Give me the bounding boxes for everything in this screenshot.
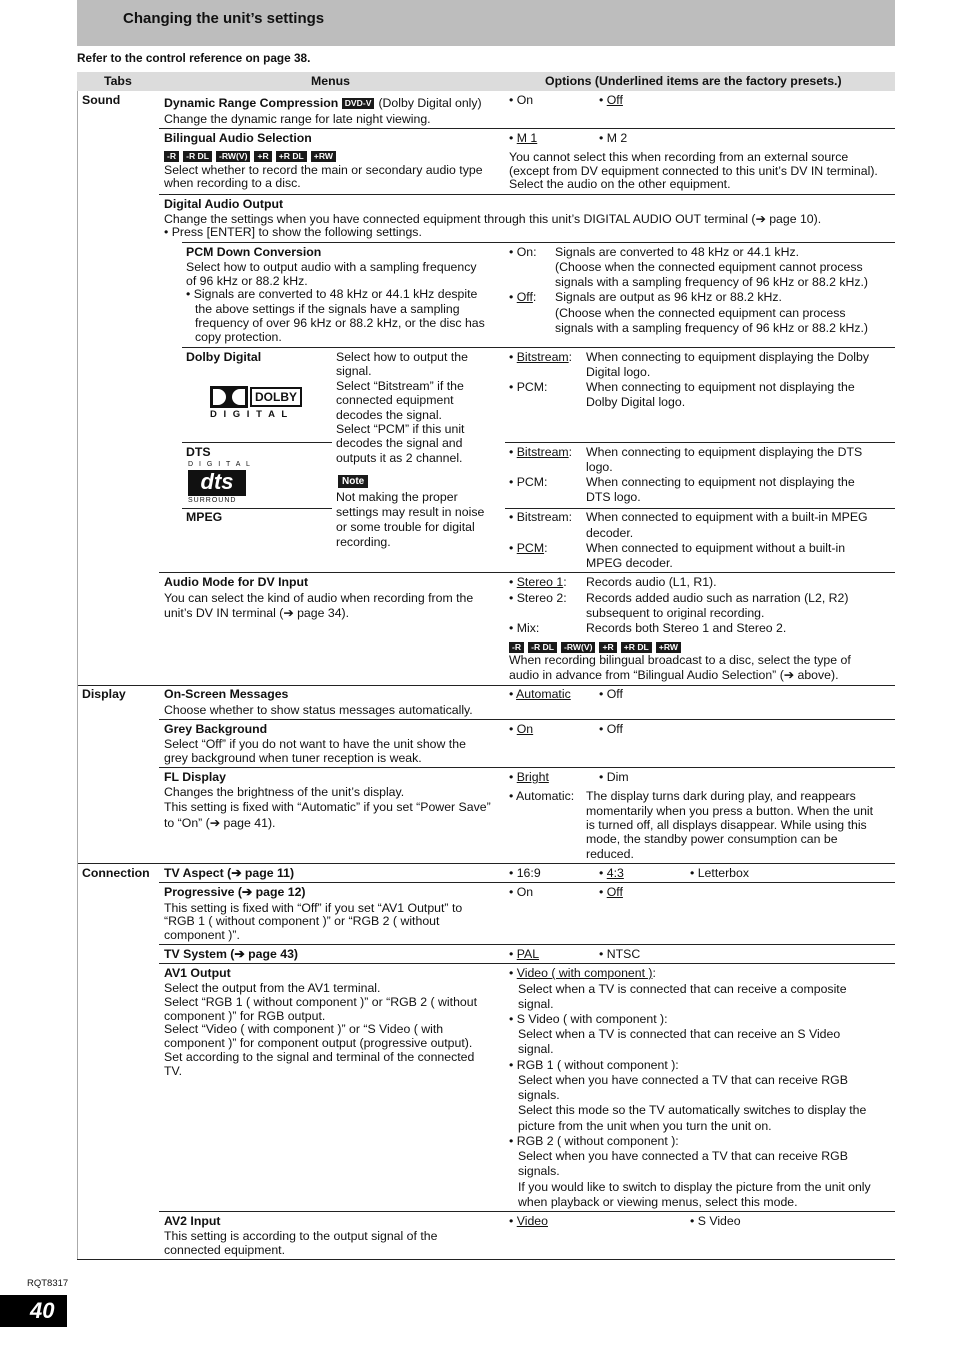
row-divider	[159, 767, 895, 768]
digital-out-press: • Press [ENTER] to show the following settings.	[164, 225, 422, 239]
tab-sound: Sound	[82, 93, 121, 107]
dolby-title: Dolby Digital	[186, 350, 262, 364]
fl-auto-2: momentarily when you press a button. When the unit	[586, 804, 874, 818]
mpeg-opt-1a: When connected to equipment with a built-in MPEG	[586, 510, 868, 524]
disc-tags	[164, 149, 340, 164]
drc-title: Dynamic Range Compression	[164, 96, 339, 110]
av1-opt-rgb1: • RGB 1 ( without component ):	[509, 1058, 679, 1072]
av1-opt-4c: If you would like to switch to display the picture from the unit only	[518, 1180, 871, 1194]
output-shared-desc	[336, 350, 504, 465]
row-divider	[182, 347, 895, 348]
system-opt-pal: PAL	[516, 947, 540, 961]
drc-note: (Dolby Digital only)	[378, 96, 482, 110]
dolby-opt-1a: When connecting to equipment displaying the Dolby	[586, 350, 870, 364]
note-line: or some trouble for digital	[336, 520, 475, 534]
aspect-opt-2-wrap: • 4:3	[599, 866, 624, 880]
desc-line: component )” for RGB output.	[164, 1008, 326, 1023]
section-divider	[77, 863, 895, 864]
section-divider	[77, 685, 895, 686]
system-opt-1-wrap: • PAL	[509, 947, 540, 961]
fl-desc-2: This setting is fixed with “Automatic” if you set “Power Save”	[164, 800, 491, 814]
bilingual-desc-2: when recording to a disc.	[164, 176, 301, 190]
fl-opt-dim: • Dim	[599, 770, 629, 784]
mpeg-opt-pcm: PCM	[516, 541, 545, 555]
dv-opt-stereo1: Stereo 1	[516, 575, 564, 589]
av2-desc-1: This setting is according to the output signal of the	[164, 1229, 438, 1243]
dvdv-tag: DVD-V	[342, 98, 375, 109]
fl-desc-1: Changes the brightness of the unit’s display.	[164, 785, 405, 799]
row-divider	[159, 1211, 895, 1212]
page-number: 40	[30, 1298, 55, 1323]
pcm-on-1: Signals are converted to 48 kHz or 44.1 kHz.	[555, 245, 800, 259]
av1-opt-3a: Select when you have connected a TV that can receive RGB	[518, 1073, 848, 1087]
bilingual-note-1: You cannot select this when recording from an external source	[509, 150, 849, 164]
row-divider	[159, 944, 895, 945]
prog-desc-2: “RGB 1 ( without component )” or “RGB 2 ( without	[164, 914, 440, 928]
dts-opt-1a: When connecting to equipment displaying the DTS	[586, 445, 863, 459]
note-line: recording.	[336, 535, 391, 549]
pcm-bullet-2: the above settings if the signals have a sampling	[195, 302, 460, 316]
row-divider	[159, 719, 895, 720]
disc-tag: -R	[509, 642, 524, 653]
pcm-off-label-wrap	[509, 290, 536, 305]
av1-opt-3c: Select this mode so the TV automatically switches to display the	[518, 1103, 867, 1117]
desc-line: signal.	[336, 364, 372, 379]
desc-line: Select the output from the AV1 terminal.	[164, 981, 381, 995]
desc-line: Select “RGB 1 ( without component )” or “RGB 2 ( without	[164, 994, 478, 1009]
table-bottom-border	[77, 1259, 895, 1260]
av2-desc-2: connected equipment.	[164, 1243, 286, 1257]
fl-auto-5: reduced.	[586, 847, 634, 861]
grey-opt-1-wrap: • On	[509, 722, 534, 736]
dv-opt-2a: Records added audio such as narration (L2, R2)	[586, 591, 849, 605]
pcm-on-label: • On:	[509, 245, 537, 259]
disc-tag: +R	[599, 642, 616, 653]
dolby-double-d-icon	[210, 386, 248, 408]
dolby-logo-word: DOLBY	[250, 387, 302, 407]
dts-opt-pcm: • PCM:	[509, 475, 548, 489]
disc-tag: +R	[254, 151, 271, 162]
desc-line: outputs it as 2 channel.	[336, 450, 463, 465]
dv-opt-1-wrap: • Stereo 1:	[509, 575, 567, 589]
pcm-bullet-3: frequency of over 96 kHz or 88.2 kHz, or the disc has	[195, 316, 485, 330]
prog-title: Progressive (➔ page 12)	[164, 885, 306, 899]
bilingual-opt-m1-wrap	[509, 131, 537, 146]
mpeg-opt-2b: MPEG decoder.	[586, 556, 673, 570]
digital-out-desc: Change the settings when you have connected equipment through this unit’s DIGITAL AUDIO OUT terminal (➔ page 10).	[164, 212, 822, 226]
dts-logo-sub: SURROUND	[188, 497, 237, 504]
note-text	[336, 490, 504, 550]
row-divider	[182, 442, 332, 443]
column-header-tabs: Tabs	[104, 74, 132, 88]
dolby-opt-2a: When connecting to equipment not displaying the	[586, 380, 855, 394]
desc-line: Select “Video ( with component )” or “S Video ( with	[164, 1022, 444, 1037]
disc-tag: +R DL	[621, 642, 652, 653]
av1-desc	[164, 982, 477, 1079]
osm-opt-1-wrap: • Automatic	[509, 687, 571, 701]
desc-line: decodes the signal and	[336, 436, 463, 451]
column-header-row	[77, 72, 895, 91]
av1-opt-3b: signals.	[518, 1088, 560, 1102]
drc-desc: Change the dynamic range for late night viewing.	[164, 112, 431, 126]
dv-opt-2b: subsequent to original recording.	[586, 606, 765, 620]
av1-opt-3d: picture from the unit when you turn the unit on.	[518, 1119, 772, 1133]
row-divider	[159, 194, 895, 195]
dts-logo-word: dts	[188, 470, 246, 496]
desc-line: component )” for component output (progressive output).	[164, 1036, 473, 1051]
grey-opt-off: • Off	[599, 722, 623, 736]
dv-opt-stereo2: • Stereo 2:	[509, 591, 567, 605]
fl-title: FL Display	[164, 770, 226, 784]
disc-tag: -RW(V)	[561, 642, 595, 653]
dts-opt-1b: logo.	[586, 460, 613, 474]
dv-opt-mix: • Mix:	[509, 621, 540, 635]
page-number-box	[0, 1295, 67, 1327]
row-divider	[182, 508, 332, 509]
mpeg-opt-2a: When connected to equipment without a built-in	[586, 541, 846, 555]
av1-opt-rgb2: • RGB 2 ( without component ):	[509, 1134, 679, 1148]
drc-opt-off: Off	[606, 93, 623, 107]
av1-opt-4a: Select when you have connected a TV that can receive RGB	[518, 1149, 848, 1163]
pcm-title: PCM Down Conversion	[186, 245, 322, 259]
digital-out-title: Digital Audio Output	[164, 197, 284, 211]
aspect-opt-43: 4:3	[606, 866, 624, 880]
tab-connection: Connection	[82, 866, 150, 880]
aspect-opt-letterbox: • Letterbox	[690, 866, 749, 880]
bilingual-note-3: Select the audio on the other equipment.	[509, 177, 731, 191]
tab-display: Display	[82, 687, 126, 701]
pcm-bullet-4: copy protection.	[195, 330, 282, 344]
row-divider	[182, 242, 895, 243]
colon: :	[532, 290, 537, 304]
av1-opt-1b: signal.	[518, 997, 554, 1011]
prog-opt-2-wrap: • Off	[599, 885, 623, 899]
row-divider	[159, 128, 895, 129]
dolby-opt-1b: Digital logo.	[586, 365, 651, 379]
disc-tag: +R DL	[276, 151, 307, 162]
prog-desc-1: This setting is fixed with “Off” if you set “AV1 Output” to	[164, 901, 463, 915]
bilingual-title: Bilingual Audio Selection	[164, 131, 312, 145]
pcm-desc-1: Select how to output audio with a sampling frequency	[186, 260, 477, 274]
desc-line: TV.	[164, 1063, 183, 1078]
av2-opt-1-wrap: • Video	[509, 1214, 548, 1228]
section-header	[77, 0, 895, 46]
bilingual-note-2: (except from DV equipment connected to this unit’s DV IN terminal).	[509, 164, 878, 178]
disc-tag: -R	[164, 151, 179, 162]
dts-opt-2b: DTS logo.	[586, 490, 641, 504]
prog-opt-off: Off	[606, 885, 623, 899]
av1-opt-1a: Select when a TV is connected that can receive a composite	[518, 982, 847, 996]
dolby-opt-pcm: • PCM:	[509, 380, 548, 394]
desc-line: Select “Bitstream” if the	[336, 378, 464, 393]
grey-desc-1: Select “Off” if you do not want to have the unit show the	[164, 737, 466, 751]
av2-opt-video: Video	[516, 1214, 548, 1228]
dv-note-2: audio in advance from “Bilingual Audio Selection” (➔ above).	[509, 668, 839, 682]
av1-title: AV1 Output	[164, 966, 231, 980]
osm-opt-off: • Off	[599, 687, 623, 701]
av1-opt-1-wrap: • Video ( with component ):	[509, 966, 656, 980]
av1-opt-2b: signal.	[518, 1042, 554, 1056]
desc-line: Select how to output the	[336, 350, 468, 364]
refer-note: Refer to the control reference on page 38.	[77, 51, 311, 65]
fl-desc-3: to “On” (➔ page 41).	[164, 816, 276, 830]
dv-desc-2: unit’s DV IN terminal (➔ page 34).	[164, 606, 350, 620]
grey-title: Grey Background	[164, 722, 268, 736]
dolby-digital-logo	[210, 386, 305, 422]
disc-tag: +RW	[311, 151, 336, 162]
grey-desc-2: grey background when tuner reception is weak.	[164, 751, 422, 765]
dv-opt-mix-desc: Records both Stereo 1 and Stereo 2.	[586, 621, 787, 635]
dolby-opt-bitstream: Bitstream	[516, 350, 569, 364]
dolby-opt-1-wrap: • Bitstream:	[509, 350, 573, 364]
pcm-desc-2: of 96 kHz or 88.2 kHz.	[186, 274, 308, 288]
prog-desc-3: component )”.	[164, 928, 240, 942]
disc-tag: -RW(V)	[216, 151, 250, 162]
column-header-menus: Menus	[311, 74, 350, 88]
drc-title-line	[164, 96, 482, 111]
system-opt-ntsc: • NTSC	[599, 947, 641, 961]
osm-desc: Choose whether to show status messages automatically.	[164, 703, 473, 717]
dts-opt-1-wrap: • Bitstream:	[509, 445, 573, 459]
dts-logo-top: D I G I T A L	[188, 461, 252, 468]
av2-opt-svideo: • S Video	[690, 1214, 741, 1228]
row-divider	[159, 882, 895, 883]
mpeg-title: MPEG	[186, 510, 223, 524]
dts-logo	[188, 461, 250, 505]
fl-opt-automatic: • Automatic:	[509, 789, 575, 803]
av1-opt-4d: when playback or viewing menus, select this mode.	[518, 1195, 798, 1209]
fl-opt-1-wrap: • Bright	[509, 770, 549, 784]
aspect-title: TV Aspect (➔ page 11)	[164, 866, 295, 880]
dv-title: Audio Mode for DV Input	[164, 575, 309, 589]
av1-opt-4b: signals.	[518, 1164, 560, 1178]
bullet: •	[599, 93, 607, 107]
note-line: settings may result in noise	[336, 505, 485, 519]
pcm-off-2: (Choose when the connected equipment can process	[555, 306, 846, 320]
desc-line: Set according to the signal and terminal of the connected	[164, 1049, 475, 1064]
pcm-on-2: (Choose when the connected equipment cannot process	[555, 260, 863, 274]
column-header-options: Options (Underlined items are the factory presets.)	[545, 74, 842, 88]
bilingual-desc-1: Select whether to record the main or secondary audio type	[164, 163, 483, 177]
desc-line: connected equipment	[336, 393, 454, 408]
osm-title: On-Screen Messages	[164, 687, 289, 701]
system-title: TV System (➔ page 43)	[164, 947, 298, 961]
bullet: •	[509, 131, 517, 145]
aspect-opt-169: • 16:9	[509, 866, 541, 880]
pcm-on-3: signals with a sampling frequency of 96 kHz or 88.2 kHz.)	[555, 275, 869, 289]
note-line: Not making the proper	[336, 490, 458, 504]
note-badge-wrap	[338, 473, 368, 488]
prog-opt-on: • On	[509, 885, 534, 899]
mpeg-opt-bitstream: • Bitstream:	[509, 510, 573, 524]
document-code: RQT8317	[27, 1278, 69, 1289]
av1-opt-video: Video ( with component )	[516, 966, 653, 980]
bilingual-opt-m1: M 1	[516, 131, 538, 145]
row-divider	[159, 963, 895, 964]
mpeg-opt-1b: decoder.	[586, 526, 634, 540]
row-divider	[505, 508, 895, 509]
av2-title: AV2 Input	[164, 1214, 221, 1228]
fl-auto-4: mode, the standby power consumption can be	[586, 832, 838, 846]
bullet: •	[509, 290, 517, 304]
pcm-off-1: Signals are output as 96 kHz or 88.2 kHz.	[555, 290, 782, 304]
av1-opt-2a: Select when a TV is connected that can receive an S Video	[518, 1027, 841, 1041]
desc-line: decodes the signal.	[336, 407, 442, 422]
fl-auto-1: The display turns dark during play, and reappears	[586, 789, 856, 803]
disc-tag: -R DL	[183, 151, 212, 162]
disc-tag: -R DL	[528, 642, 557, 653]
pcm-off-label: Off	[516, 290, 533, 304]
grey-opt-on: On	[516, 722, 534, 736]
row-divider	[159, 572, 895, 573]
bilingual-opt-m2: • M 2	[599, 131, 628, 145]
fl-auto-3: is turned off, all displays disappear. While using this	[586, 818, 867, 832]
desc-line: Select “PCM” if this unit	[336, 422, 465, 437]
mpeg-opt-2-wrap: • PCM:	[509, 541, 548, 555]
pcm-bullet-1: • Signals are converted to 48 kHz or 44.1 kHz despite	[186, 287, 478, 301]
pcm-off-3: signals with a sampling frequency of 96 kHz or 88.2 kHz.)	[555, 321, 869, 335]
dts-opt-2a: When connecting to equipment not displaying the	[586, 475, 855, 489]
fl-opt-bright: Bright	[516, 770, 549, 784]
dv-opt-1: Records audio (L1, R1).	[586, 575, 717, 589]
dolby-opt-2b: Dolby Digital logo.	[586, 395, 686, 409]
dolby-logo-sub: D I G I T A L	[210, 409, 290, 420]
drc-opt-off-wrap	[599, 93, 623, 108]
note-badge: Note	[338, 475, 368, 488]
dv-note-1: When recording bilingual broadcast to a disc, select the type of	[509, 653, 851, 667]
disc-tag: +RW	[656, 642, 681, 653]
section-title: Changing the unit’s settings	[123, 10, 325, 27]
dts-opt-bitstream: Bitstream	[516, 445, 569, 459]
table-left-border	[77, 91, 78, 1259]
row-divider	[505, 442, 895, 443]
dv-desc-1: You can select the kind of audio when recording from the	[164, 591, 474, 605]
drc-opt-on: • On	[509, 93, 534, 107]
av1-opt-svideo: • S Video ( with component ):	[509, 1012, 668, 1026]
dts-title: DTS	[186, 445, 211, 459]
osm-opt-automatic: Automatic	[516, 687, 571, 701]
